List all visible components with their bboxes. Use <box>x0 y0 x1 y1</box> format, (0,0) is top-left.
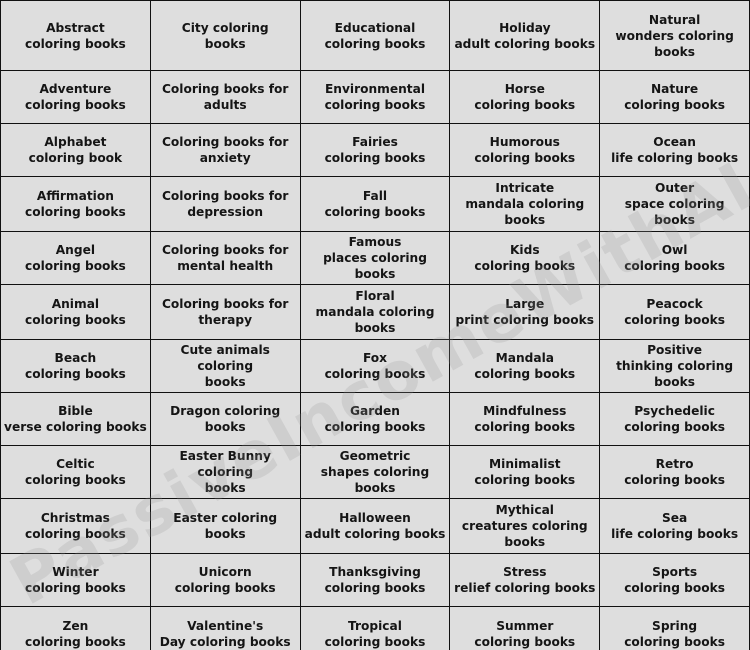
grid-cell <box>150 340 300 393</box>
grid-row <box>1 554 750 607</box>
grid-cell <box>600 607 750 650</box>
grid-cell <box>1 340 151 393</box>
grid-row <box>1 446 750 499</box>
grid-cell <box>300 393 450 446</box>
niche-label: Summer coloring books <box>474 618 576 649</box>
niche-label: Humorous coloring books <box>474 135 576 165</box>
grid-row <box>1 232 750 285</box>
grid-cell <box>450 124 600 177</box>
niche-label: Beach coloring books <box>24 351 126 381</box>
grid-cell <box>1 177 151 232</box>
grid-cell <box>150 177 300 232</box>
grid-cell <box>150 71 300 124</box>
grid-cell <box>300 499 450 554</box>
grid-cell <box>600 71 750 124</box>
niche-label: Christmas coloring books <box>24 511 126 541</box>
niche-label: Angel coloring books <box>24 243 126 273</box>
niche-label: Valentine's Day coloring books <box>159 618 291 649</box>
niche-label: Halloween adult coloring books <box>304 511 446 541</box>
grid-cell <box>150 1 300 71</box>
grid-cell <box>150 285 300 340</box>
grid-cell <box>1 285 151 340</box>
niche-label: Natural wonders coloring books <box>615 12 734 59</box>
niche-label: Coloring books for depression <box>161 189 289 219</box>
grid-cell <box>300 124 450 177</box>
grid-cell <box>600 285 750 340</box>
niche-label: Coloring books for mental health <box>161 243 289 273</box>
grid-cell <box>150 232 300 285</box>
grid-cell <box>300 177 450 232</box>
niche-label: Famous places coloring books <box>323 235 427 281</box>
grid-cell <box>1 124 151 177</box>
niche-label: Coloring books for adults <box>161 82 289 112</box>
niche-label: Thanksgiving coloring books <box>324 565 426 595</box>
grid-cell <box>1 499 151 554</box>
niche-label: Fairies coloring books <box>324 135 426 165</box>
niche-label: Large print coloring books <box>455 297 595 327</box>
niche-label: Mandala coloring books <box>474 351 576 381</box>
niche-label: Fox coloring books <box>324 351 426 381</box>
niche-label: Sea life coloring books <box>611 511 739 541</box>
niche-label: Floral mandala coloring books <box>315 289 435 335</box>
grid-cell <box>600 340 750 393</box>
niche-label: Stress relief coloring books <box>454 565 596 595</box>
grid-cell <box>450 554 600 607</box>
niche-label: Geometric shapes coloring books <box>320 449 430 495</box>
niche-label: Holiday adult coloring books <box>454 20 596 51</box>
grid-cell <box>150 499 300 554</box>
grid-cell <box>450 607 600 650</box>
grid-cell <box>1 232 151 285</box>
grid-cell <box>150 446 300 499</box>
grid-row <box>1 177 750 232</box>
niche-label: Animal coloring books <box>24 297 126 327</box>
grid-cell <box>600 499 750 554</box>
niche-label: Fall coloring books <box>324 189 426 219</box>
grid-cell <box>1 71 151 124</box>
grid-cell <box>600 124 750 177</box>
niche-label: Tropical coloring books <box>324 618 426 649</box>
niche-label: Winter coloring books <box>24 565 126 595</box>
niche-label: Affirmation coloring books <box>24 189 126 219</box>
grid-cell <box>1 1 151 71</box>
niche-label: Peacock coloring books <box>624 297 725 327</box>
grid-row <box>1 340 750 393</box>
niche-label: Alphabet coloring book <box>28 135 123 165</box>
niche-label: Spring coloring books <box>624 618 725 649</box>
niche-table-body <box>1 1 750 650</box>
niche-label: Psychedelic coloring books <box>624 404 725 434</box>
niche-label: Minimalist coloring books <box>474 457 576 487</box>
niche-label: Easter Bunny coloring books <box>179 449 271 495</box>
grid-cell <box>150 124 300 177</box>
grid-cell <box>600 1 750 71</box>
grid-row <box>1 607 750 650</box>
grid-cell <box>1 607 151 650</box>
niche-label: Easter coloring books <box>173 511 278 541</box>
grid-cell <box>150 393 300 446</box>
niche-label: Mythical creatures coloring books <box>461 503 588 549</box>
grid-row <box>1 1 750 71</box>
niche-label: Owl coloring books <box>624 243 725 273</box>
niche-label: Unicorn coloring books <box>174 565 276 595</box>
grid-cell <box>600 393 750 446</box>
grid-cell <box>450 232 600 285</box>
grid-cell <box>450 446 600 499</box>
grid-cell <box>300 446 450 499</box>
grid-cell <box>450 499 600 554</box>
grid-cell <box>300 285 450 340</box>
grid-cell <box>450 71 600 124</box>
niche-label: Educational coloring books <box>324 20 426 51</box>
niche-label: Nature coloring books <box>624 82 725 112</box>
grid-row <box>1 285 750 340</box>
grid-row <box>1 393 750 446</box>
grid-cell <box>600 446 750 499</box>
niche-label: Dragon coloring books <box>170 404 281 434</box>
grid-cell <box>450 393 600 446</box>
grid-cell <box>600 232 750 285</box>
niche-label: Garden coloring books <box>324 404 426 434</box>
grid-cell <box>300 71 450 124</box>
niche-label: Outer space coloring books <box>624 181 725 227</box>
niche-label: Environmental coloring books <box>324 82 426 112</box>
grid-cell <box>1 393 151 446</box>
niche-label: Zen coloring books <box>24 618 126 649</box>
niche-label: Sports coloring books <box>624 565 725 595</box>
niche-label: Positive thinking coloring books <box>616 343 734 389</box>
grid-cell <box>300 232 450 285</box>
niche-label: Retro coloring books <box>624 457 725 487</box>
niche-label: Kids coloring books <box>474 243 576 273</box>
niche-label: Bible verse coloring books <box>4 404 147 434</box>
grid-row <box>1 499 750 554</box>
niche-label: Horse coloring books <box>474 82 576 112</box>
grid-cell <box>300 1 450 71</box>
grid-cell <box>600 177 750 232</box>
niche-label: Adventure coloring books <box>24 82 126 112</box>
grid-cell <box>300 554 450 607</box>
grid-cell <box>1 446 151 499</box>
niche-label: Coloring books for anxiety <box>161 135 289 165</box>
grid-cell <box>450 285 600 340</box>
grid-cell <box>450 340 600 393</box>
niche-label: Abstract coloring books <box>24 20 126 51</box>
grid-cell <box>300 340 450 393</box>
niche-label: Intricate mandala coloring books <box>465 181 585 227</box>
grid-cell <box>450 1 600 71</box>
niche-label: City coloring books <box>181 20 269 51</box>
grid-row <box>1 124 750 177</box>
grid-cell <box>150 554 300 607</box>
grid-cell <box>450 177 600 232</box>
grid-cell <box>600 554 750 607</box>
niche-label: Coloring books for therapy <box>161 297 289 327</box>
grid-cell <box>1 554 151 607</box>
grid-row <box>1 71 750 124</box>
grid-cell <box>150 607 300 650</box>
niche-label: Ocean life coloring books <box>611 135 739 165</box>
niche-label: Cute animals coloring books <box>180 343 270 389</box>
niche-label: Celtic coloring books <box>24 457 126 487</box>
niche-label: Mindfulness coloring books <box>474 404 576 434</box>
grid-cell <box>300 607 450 650</box>
